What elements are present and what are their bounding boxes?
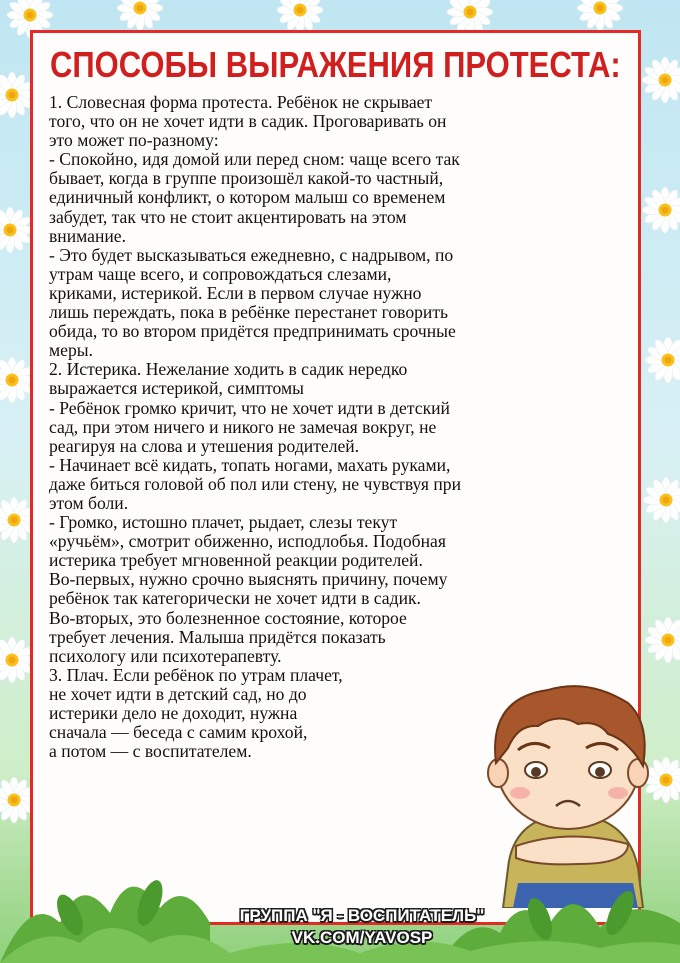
- text-line: 2. Истерика. Нежелание ходить в садик нередко: [49, 359, 408, 380]
- page-title: СПОСОБЫ ВЫРАЖЕНИЯ ПРОТЕСТА:: [50, 44, 621, 86]
- text-line: - Это будет высказываться ежедневно, с надрывом, по: [49, 244, 454, 265]
- text-line: выражается истерикой, симптомы: [49, 378, 304, 399]
- text-line: - Спокойно, идя домой или перед сном: чаще всего так: [49, 149, 460, 170]
- body-text: [49, 93, 624, 761]
- text-line: - Громко, истошно плачет, рыдает, слезы текут: [49, 512, 398, 533]
- text-line: того, что он не хочет идти в садик. Проговаривать он: [49, 111, 447, 132]
- text-line: истерика требует мгновенной реакции родителей.: [49, 550, 423, 571]
- text-line: это может по-разному:: [49, 130, 219, 151]
- text-line: сначала — беседа с самим крохой,: [49, 722, 308, 743]
- text-line: требует лечения. Малыша придётся показать: [49, 626, 386, 647]
- text-line: - Начинает всё кидать, топать ногами, махать руками,: [49, 454, 451, 475]
- footer-credit: [222, 905, 502, 949]
- text-line: а потом — с воспитателем.: [49, 741, 252, 762]
- text-line: - Ребёнок громко кричит, что не хочет идти в детский: [49, 397, 450, 418]
- text-line: истерики дело не доходит, нужна: [49, 703, 298, 723]
- text-line: реагируя на слова и утешения родителей.: [49, 435, 360, 456]
- text-line: ребёнок так категорически не хочет идти в садик.: [49, 588, 421, 609]
- text-line: Во-вторых, это болезненное состояние, которое: [49, 607, 407, 628]
- text-line: психологу или психотерапевту.: [49, 645, 282, 666]
- text-line: меры.: [49, 340, 93, 361]
- footer-link[interactable]: VK.COM/YAVOSP: [291, 928, 433, 947]
- text-line: даже биться головой об пол или стену, не чувствуя при: [49, 473, 462, 494]
- text-line: бывает, когда в группе произошёл какой-то частный,: [49, 168, 444, 189]
- text-line: 1. Словесная форма протеста. Ребёнок не скрывает: [49, 92, 433, 112]
- text-line: забудет, так что не стоит акцентировать на этом: [49, 206, 407, 227]
- text-line: 3. Плач. Если ребёнок по утрам плачет,: [49, 664, 343, 685]
- text-line: утрам чаще всего, и сопровождаться слезами,: [49, 263, 392, 284]
- text-line: лишь переждать, пока в ребёнке перестанет говорить: [49, 302, 449, 323]
- text-line: обида, то во втором придётся предпринимать срочные: [49, 321, 456, 342]
- text-line: этом боли.: [49, 492, 129, 513]
- text-line: сад, при этом ничего и никого не замечая вокруг, не: [49, 416, 437, 437]
- text-line: не хочет идти в детский сад, но до: [49, 683, 307, 704]
- text-line: «ручьём», смотрит обиженно, исподлобья. Подобная: [49, 531, 446, 552]
- footer-group-name: ГРУППА "Я - ВОСПИТАТЕЛЬ": [239, 906, 485, 925]
- text-line: внимание.: [49, 225, 126, 246]
- text-line: Во-первых, нужно срочно выяснять причину, почему: [49, 569, 448, 590]
- text-line: единичный конфликт, о котором малыш со временем: [49, 187, 446, 208]
- text-line: криками, истерикой. Если в первом случае нужно: [49, 282, 422, 303]
